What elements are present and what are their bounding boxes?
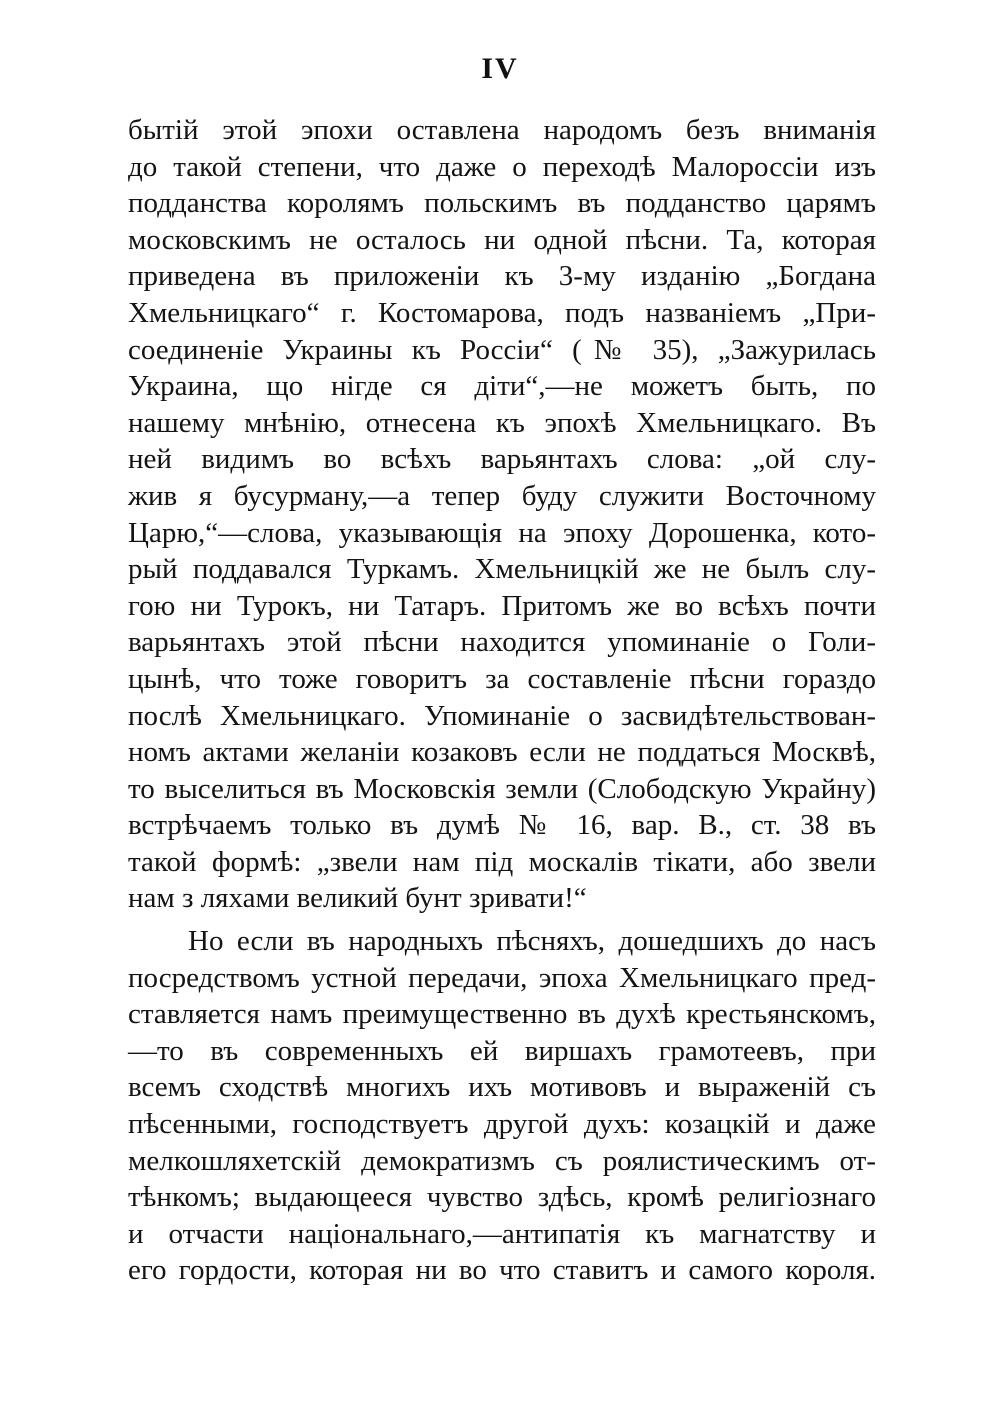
text-line: —то въ современныхъ ей виршахъ грамотеевъ, при bbox=[128, 1034, 876, 1067]
text-line: Хмельницкаго“ г. Костомарова, подъ названіемъ „При- bbox=[128, 296, 876, 329]
text-line: встрѣчаемъ только въ думѣ № 16, вар. В., ст. 38 въ bbox=[128, 809, 876, 842]
text-line: его гордости, которая ни во что ставитъ и самого короля. bbox=[128, 1254, 876, 1287]
text-line: московскимъ не осталось ни одной пѣсни. Та, которая bbox=[128, 223, 876, 256]
text-line: нашему мнѣнію, отнесена къ эпохѣ Хмельницкаго. Въ bbox=[128, 406, 876, 439]
text-line: номъ актами желаніи козаковъ если не поддаться Москвѣ, bbox=[128, 736, 876, 769]
text-line: ставляется намъ преимущественно въ духѣ крестьянскомъ, bbox=[128, 998, 876, 1031]
text-line: Но если въ народныхъ пѣсняхъ, дошедшихъ до насъ bbox=[188, 925, 876, 958]
text-line: и отчасти національнаго,—антипатія къ магнатству и bbox=[128, 1217, 876, 1250]
text-line: пѣсенными, господствуетъ другой духъ: козацкій и даже bbox=[128, 1108, 876, 1141]
text-line: такой формѣ: „звели нам під москалів тікати, або звели bbox=[128, 845, 876, 878]
text-line: приведена въ приложеніи къ 3-му изданію „Богдана bbox=[128, 260, 876, 293]
text-line: бытій этой эпохи оставлена народомъ безъ вниманія bbox=[128, 114, 876, 146]
text-line: тѣнкомъ; выдающееся чувство здѣсь, кромѣ религіознаго bbox=[128, 1181, 876, 1214]
text-line: посредствомъ устной передачи, эпоха Хмельницкаго пред- bbox=[128, 961, 876, 994]
page-number: IV bbox=[481, 52, 519, 85]
text-line: рый поддавался Туркамъ. Хмельницкій же не былъ слу- bbox=[128, 553, 876, 586]
text-line: ней видимъ во всѣхъ варьянтахъ слова: „ой слу- bbox=[128, 443, 876, 476]
text-line: соединеніе Украины къ Россіи“ (№ 35), „Зажурилась bbox=[128, 333, 876, 366]
paragraph-1 bbox=[128, 112, 876, 917]
text-line: гою ни Турокъ, ни Татаръ. Притомъ же во всѣхъ почти bbox=[128, 589, 876, 622]
text-line: Царю,“—слова, указывающія на эпоху Дорошенка, кото- bbox=[128, 516, 876, 549]
text-line: то выселиться въ Московскія земли (Слободскую Украйну) bbox=[128, 772, 876, 805]
text-line: до такой степени, что даже о переходѣ Малороссіи изъ bbox=[128, 150, 876, 183]
text-line: жив я бусурману,—а тепер буду служити Восточному bbox=[128, 479, 876, 512]
body-text bbox=[128, 112, 876, 1289]
text-line: послѣ Хмельницкаго. Упоминаніе о засвидѣтельствован- bbox=[128, 699, 876, 732]
paragraph-2 bbox=[128, 923, 876, 1289]
text-line: Украина, що нігде ся діти“,—не можетъ быть, по bbox=[128, 370, 876, 403]
text-line: цынѣ, что тоже говоритъ за составленіе пѣсни гораздо bbox=[128, 662, 876, 695]
text-line: всемъ сходствѣ многихъ ихъ мотивовъ и выраженій съ bbox=[128, 1071, 876, 1104]
text-line: подданства королямъ польскимъ въ подданство царямъ bbox=[128, 187, 876, 220]
text-line: мелкошляхетскій демократизмъ съ роялистическимъ от- bbox=[128, 1144, 876, 1177]
text-line: варьянтахъ этой пѣсни находится упоминаніе о Голи- bbox=[128, 626, 876, 659]
text-line: нам з ляхами великий бунт зривати!“ bbox=[128, 882, 587, 915]
